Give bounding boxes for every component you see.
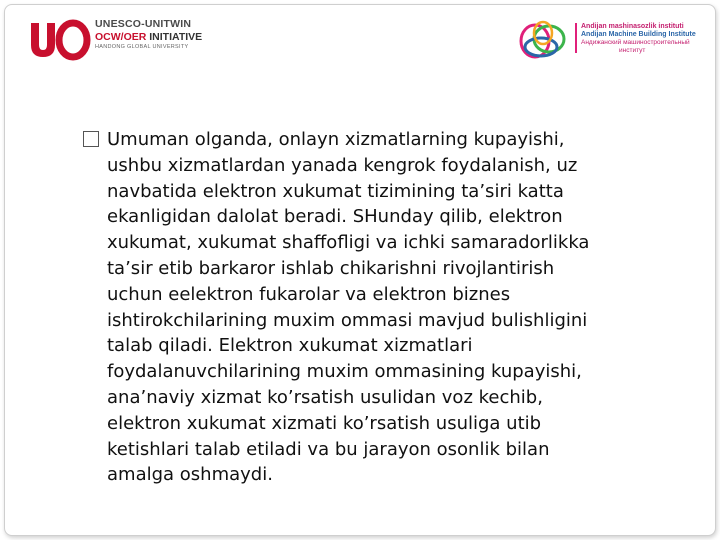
slide (4, 4, 716, 536)
left-logo-line2-red: OCW/OER (95, 30, 147, 43)
right-logo-line3: Андижанский машиностроительный (581, 39, 690, 47)
left-logo-line1: UNESCO-UNITWIN (95, 18, 192, 30)
paragraph-line: ketishlari talab etiladi va bu jarayon osonlik bilan (107, 438, 550, 460)
paragraph-line: Umuman olganda, onlayn xizmatlarning kupayishi, (107, 129, 565, 150)
paragraph-line: xukumat, xukumat shaffofligi va ichki samaradorlikka (107, 232, 590, 254)
left-logo-text (95, 19, 202, 51)
left-logo-line2 (95, 32, 202, 43)
paragraph-line: ushbu xizmatlardan yanada kengrok foydalanish, uz (107, 154, 578, 176)
paragraph-lines (85, 127, 685, 488)
right-logo-text (581, 23, 696, 54)
paragraph-line: ishtirokchilarining muxim ommasi mavjud bulishligini (107, 309, 588, 331)
paragraph-line: ta’sir etib barkaror ishlab chikarishni rivojlantirish (107, 257, 555, 279)
paragraph-line: ana’naviy xizmat ko’rsatish usulidan voz kechib, (107, 386, 543, 408)
paragraph-line: uchun eelektron fukarolar va elektron biznes (107, 283, 511, 305)
paragraph-line: elektron xukumat xizmati ko’rsatish usuliga utib (107, 412, 542, 434)
paragraph-line: navbatida elektron xukumat tizimining ta’siri katta (107, 180, 564, 202)
right-logo-line1: Andijan mashinasozlik instituti (581, 23, 684, 30)
logo-divider (575, 23, 577, 53)
unesco-unitwin-logo (27, 17, 227, 63)
paragraph-line: foydalanuvchilarining muxim ommasining kupayishi, (107, 361, 582, 383)
andijan-institute-logo (513, 17, 713, 63)
left-logo-line3: HANDONG GLOBAL UNIVERSITY (95, 44, 189, 50)
right-logo-line4: институт (619, 46, 646, 54)
left-logo-line2-grey: INITIATIVE (146, 30, 203, 43)
uo-logo-mark-icon (27, 19, 91, 61)
paragraph-line: talab qiladi. Elektron xukumat xizmatlari (107, 335, 473, 357)
paragraph-line: amalga oshmaydi. (107, 464, 273, 486)
colored-knot-icon (513, 17, 573, 63)
checkbox-bullet-icon (83, 131, 99, 147)
paragraph-line: ekanligidan dalolat beradi. SHunday qilib, elektron (107, 206, 563, 228)
right-logo-line2: Andijan Machine Building Institute (581, 31, 696, 39)
main-paragraph (85, 127, 685, 488)
